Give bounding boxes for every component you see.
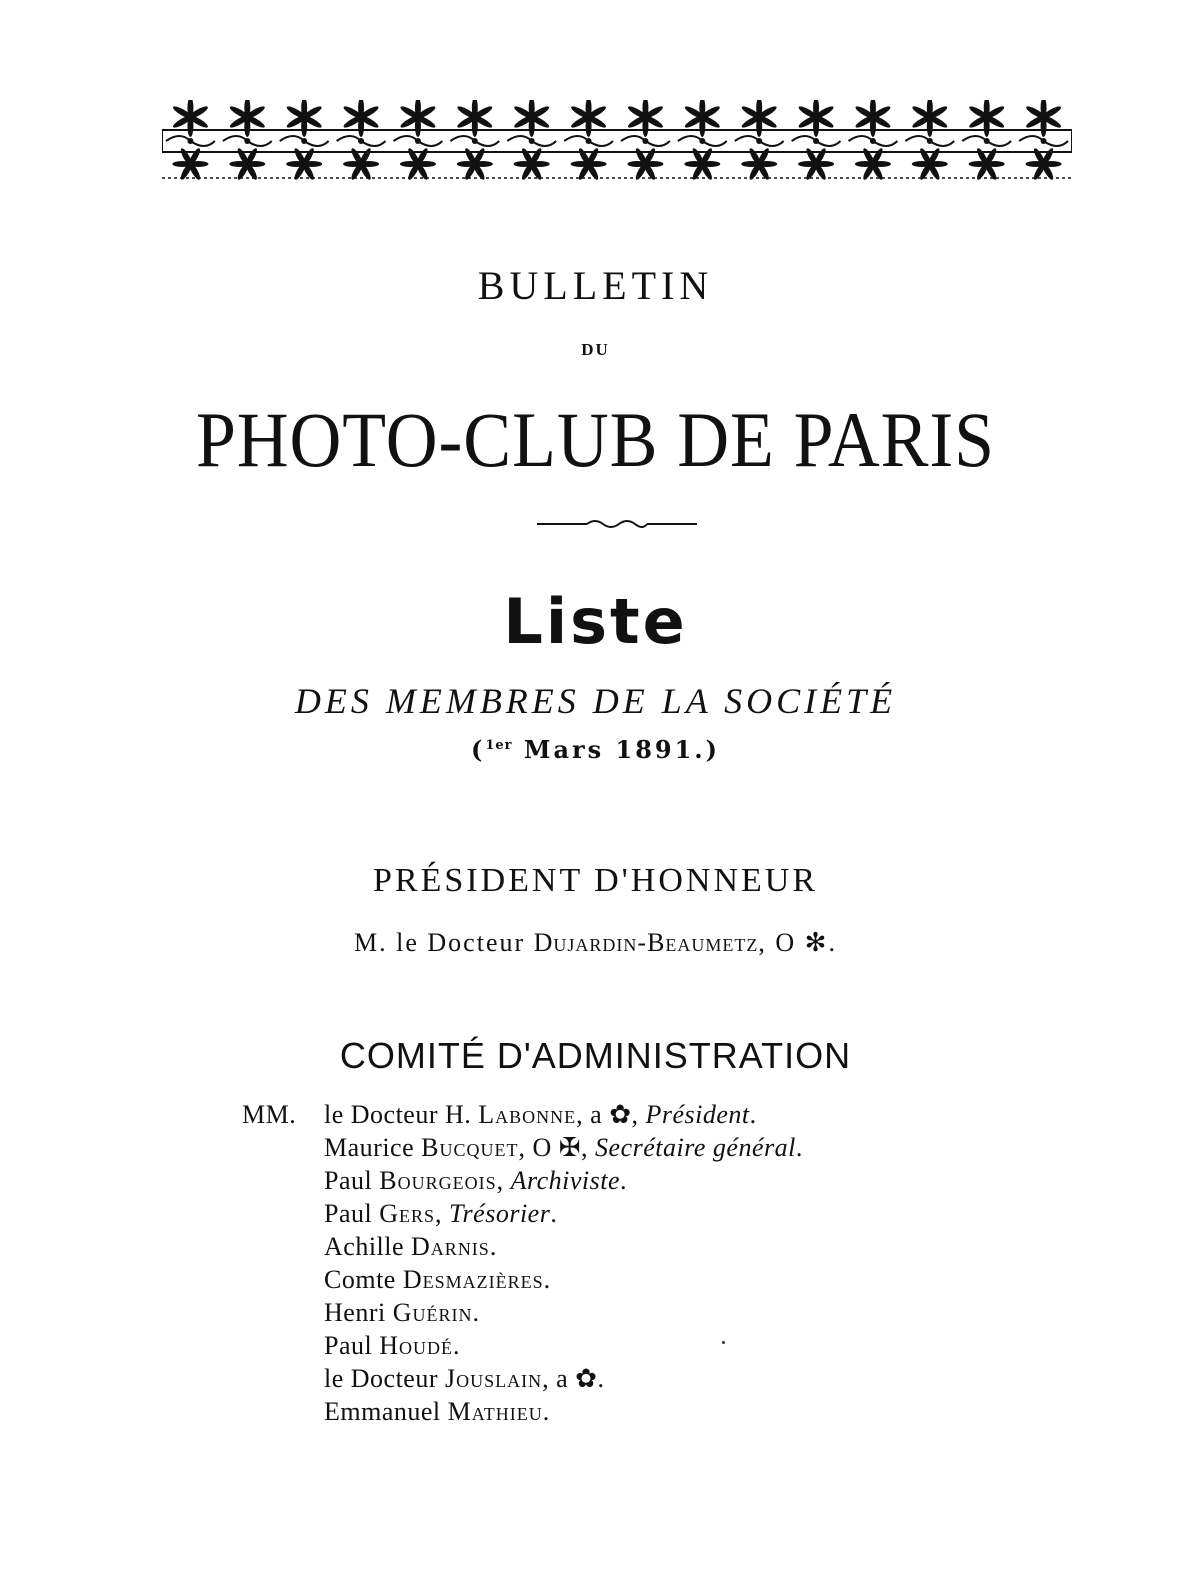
member-surname: Bourgeois [379,1166,497,1195]
member-decoration: , a ✿ [542,1364,598,1393]
member-entry [324,1395,550,1428]
date-open: ( [470,735,486,764]
member-prefix: Paul [324,1331,380,1360]
member-prefix: Henri [324,1298,393,1327]
member-prefix: le Docteur H. [324,1100,479,1129]
bulletin-title: BULLETIN [477,263,714,308]
member-end: . [542,1397,550,1426]
member-prefix: Emmanuel [324,1397,448,1426]
member-entry [324,1263,551,1296]
member-end: . [597,1364,605,1393]
member-end: . [543,1265,551,1294]
committee-heading: COMITÉ D'ADMINISTRATION [339,1035,852,1076]
member-prefix: Achille [324,1232,412,1261]
member-entry [324,1131,803,1164]
member-prefix: Comte [324,1265,403,1294]
member-prefix: Paul [324,1166,380,1195]
member-surname: Desmazières [402,1265,544,1294]
list-subtitle: DES MEMBRES DE LA SOCIÉTÉ [294,681,897,721]
club-name: PHOTO-CLUB DE PARIS [195,396,996,483]
member-surname: Darnis [411,1232,490,1261]
member-entry [324,1164,627,1197]
honorary-president-heading: PRÉSIDENT D'HONNEUR [372,862,818,899]
member-end: . [489,1232,497,1261]
member-end: . [550,1199,558,1228]
member-decoration: , O ✠, [518,1133,596,1162]
member-entry [324,1230,497,1263]
honorary-president-name [0,928,1191,958]
member-decoration: , [435,1199,450,1228]
member-surname: Jouslain [445,1364,543,1393]
member-decoration: , [496,1166,511,1195]
member-surname: Mathieu [447,1397,543,1426]
member-surname: Houdé [379,1331,454,1360]
member-surname: Gers [379,1199,436,1228]
member-entry [324,1197,557,1230]
du-label: DU [581,340,610,359]
date-superscript: 1er [485,738,513,753]
member-role: Président [645,1100,750,1129]
member-prefix: le Docteur [324,1364,446,1393]
member-prefix: Maurice [324,1133,422,1162]
member-surname: Guérin [392,1298,473,1327]
member-entry [324,1362,604,1395]
print-speck [722,1341,725,1344]
member-entry [324,1296,479,1329]
member-end: . [620,1166,628,1195]
member-role: Archiviste [510,1166,621,1195]
member-surname: Labonne [478,1100,577,1129]
list-title: Liste [503,585,688,658]
member-prefix: Paul [324,1199,380,1228]
ornamental-border [162,100,1072,180]
member-entry [324,1098,757,1131]
member-end: . [795,1133,803,1162]
member-role: Secrétaire général [595,1133,796,1162]
member-end: . [472,1298,480,1327]
date-rest: Mars 1891.) [512,735,721,764]
honorary-suffix: , O ✻. [758,928,837,957]
honorary-surname: Dujardin-Beaumetz [533,928,759,957]
member-end: . [453,1331,461,1360]
member-role: Trésorier [449,1199,551,1228]
member-end: . [749,1100,757,1129]
ornamental-divider [537,516,697,532]
member-surname: Bucquet [421,1133,519,1162]
member-entry [324,1329,460,1362]
honorary-prefix: M. le Docteur [354,928,534,957]
list-date [0,735,1191,764]
mm-label: MM. [242,1100,297,1129]
member-decoration: , a ✿, [576,1100,646,1129]
